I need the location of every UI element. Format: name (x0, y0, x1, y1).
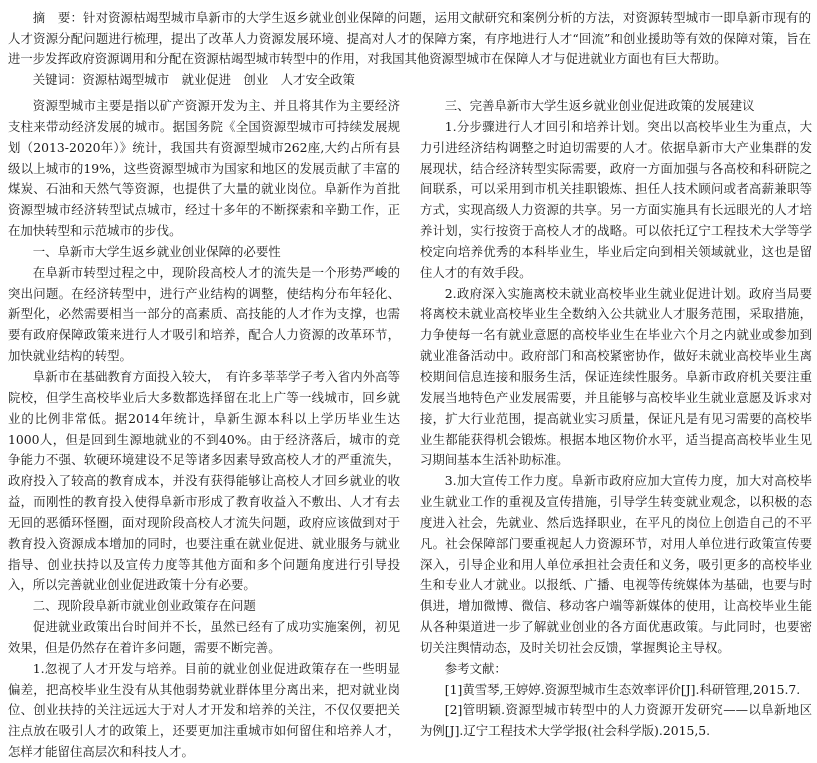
left-column (8, 96, 400, 763)
section-heading-1: 一、阜新市大学生返乡就业创业保障的必要性 (32, 243, 281, 259)
right-column (420, 96, 812, 742)
body-paragraph: 1.忽视了人才开发与培养。目前的就业创业促进政策存在一些明显偏差，把高校毕业生没有从其他弱势就业群体里分离出来，把对就业岗位、创业扶持的关注远远大于对人才开发和培养的关注，不仅仅要把关注点放在吸引人才的政策上，还要更加注重城市如何留住和培养人才，怎样才能留住高层次和科技人才。 (8, 660, 400, 760)
reference-item-1: [1]黄雪琴,王婷婷.资源型城市生态效率评价[J].科研管理,2015.7. (444, 681, 801, 697)
body-paragraph: 促进就业政策出台时间并不长，虽然已经有了成功实施案例，初见效果，但是仍然存在着许多问题，需要不断完善。 (8, 619, 400, 655)
body-paragraph: 3.加大宣传工作力度。阜新市政府应加大宣传力度，加大对高校毕业生就业工作的重视及宣传措施，引导学生转变就业观念，以积极的态度进入社会，先就业、然后选择职业，在平凡的岗位上创造自己的不平凡。社会保障部门要重视起人力资源环节，对用人单位进行政策宣传要深入，引导企业和用人单位承担社会责任和义务，吸引更多的高校毕业生和专业人才就业。以报纸、广播、电视等传统媒体为基础，也要与时俱进，增加微博、微信、移动客户端等新媒体的使用，让高校毕业生能从各种渠道进一步了解就业创业的各方面优惠政策。与此同时，也要密切关注舆情动态，及时关切社会反馈，掌握舆论主导权。 (420, 473, 812, 655)
section-heading-3: 三、完善阜新市大学生返乡就业创业促进政策的发展建议 (444, 98, 755, 113)
abstract-section (8, 8, 811, 90)
keywords-line: 关键词：资源枯竭型城市 就业促进 创业 人才安全政策 (32, 71, 355, 87)
body-paragraph: 阜新市在基础教育方面投入较大， 有许多莘莘学子考入省内外高等院校，但学生高校毕业后大多数都选择留在北上广等一线城市，回乡就业的比例非常低。据2014年统计，阜新生源本科以上学历毕业生达1000人，但是回到生源地就业的不到40%。由于经济落后，城市的竞争能力不强、软硬环境建设不足等诸多因素导致高校人才的严重流失，政府投入了较高的教育成本，并没有获得能够让高校人才回乡就业的收益，而刚性的教育投入使得阜新市形成了教育收益入不敷出、人才有去无回的恶循环怪圈，面对现阶段高校人才流失问题，政府应该做到对于教育投入资源成本增加的同时，也要注重在就业促进、就业服务与就业指导、创业扶持以及宣传力度等其他方面和多个问题角度进行引导投入，所以完善就业创业促进政策十分有必要。 (8, 368, 400, 593)
body-paragraph: 2.政府深入实施离校未就业高校毕业生就业促进计划。政府当局要将离校未就业高校毕业生全数纳入公共就业人才服务范围，采取措施，力争使每一名有就业意愿的高校毕业生在毕业六个月之内就业或参加到就业准备活动中。政府部门和高校紧密协作，做好未就业高校毕业生离校期间信息连接和服务生活，保证连续性服务。阜新市政府机关要注重发展当地特色产业发展需要，并且能够与高校毕业生就业意愿及诉求对接，扩大行业范围，提高就业实习质量，保证凡是有见习需要的高校毕业生都能获得机会锻炼。根据本地区物价水平，适当提高高校毕业生见习期间基本生活补助标准。 (420, 285, 812, 468)
abstract-text: 摘 要：针对资源枯竭型城市阜新市的大学生返乡就业创业保障的问题，运用文献研究和案例分析的方法，对资源转型城市一即阜新市现有的人才资源分配问题进行梳理，提出了改革人力资源发展环境、提高对人才的保障方案，有序地进行人才“回流”和创业援助等有效的保障对策，旨在进一步发挥政府资源调用和分配在资源枯竭型城市转型中的作用，对我国其他资源型城市在保障人才与促进就业方面也有巨大帮助。 (8, 10, 811, 66)
references-heading: 参考文献： (444, 660, 507, 676)
intro-paragraph: 资源型城市主要是指以矿产资源开发为主、并且将其作为主要经济支柱来带动经济发展的城市。据国务院《全国资源型城市可持续发展规划（2013-2020年）》统计，我国共有资源型城市262座,大约占所有县级以上城市的19%，这些资源型城市为国家和地区的发展贡献了丰富的煤炭、石油和天然气等资源，也提供了大量的就业岗位。阜新作为首批资源型城市经济转型试点城市，经过十多年的不断探索和辛勤工作，正在加快转型和示范城市的步伐。 (8, 98, 400, 239)
reference-item-2: [2]管明颖.资源型城市转型中的人力资源开发研究——以阜新地区为例[J].辽宁工程技术大学学报(社会科学版).2015,5. (420, 702, 812, 739)
section-heading-2: 二、现阶段阜新市就业创业政策存在问题 (32, 598, 256, 614)
body-paragraph: 1.分步骤进行人才回引和培养计划。突出以高校毕业生为重点，大力引进经济结构调整之时迫切需要的人才。依据阜新市大产业集群的发展现状，结合经济转型实际需要，政府一方面加强与各高校和科研院之间联系，可以采用到市机关挂职锻炼、担任人技术顾问或者高薪兼职等方式，实现高级人力资源的共享。另一方面实施具有长远眼光的人才培养计划，实行按资于高校人才的战略。可以依托辽宁工程技术大学等学校定向培养优秀的本科毕业生，毕业后定向到相关领域就业，这也是留住人才的有效手段。 (420, 118, 812, 280)
body-paragraph: 在阜新市转型过程之中，现阶段高校人才的流失是一个形势严峻的突出问题。在经济转型中，进行产业结构的调整，使结构分布年轻化、新型化，必然需要相当一部分的高素质、高技能的人才作为支撑，也需要有政府保障政策来进行人才吸引和培养，配合人力资源的改革环节，加快就业结构的转型。 (8, 264, 400, 364)
